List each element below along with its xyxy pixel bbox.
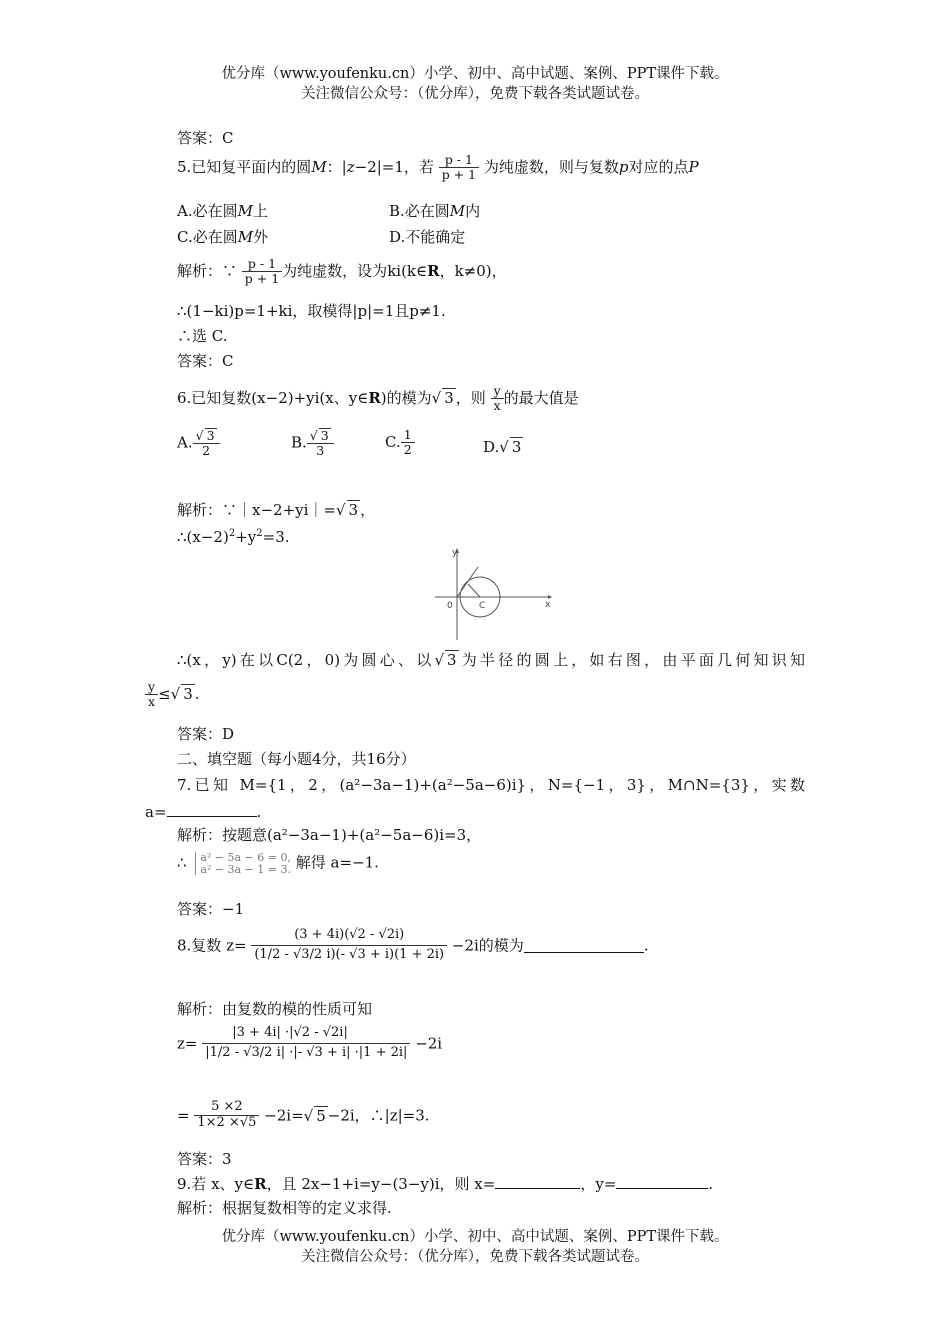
q5-option-b: B.必在圆M内 [389,202,481,220]
q8-answer-blank[interactable] [524,938,644,953]
q6-option-a: A. $\frac{√ 3}{2}$ [177,428,220,459]
y-axis-label: y [452,548,458,558]
center-label: C [479,601,486,611]
answer-prev: 答案：C [177,129,234,147]
q6-answer: 答案：D [177,725,235,743]
x-axis-arrow [548,595,552,599]
q5-solution-3: ∴选 C. [177,327,228,345]
q7-answer-blank[interactable] [167,802,257,817]
q8-solution-2: z= $\frac{|3 + 4i| \cdot|√2 - √2i|}{|1/2 - √3/2 i| \cdot|- √3 + i| \cdot|1 + 2i|}$ −2i [177,1025,443,1060]
equation-system: a² − 5a − 6 = 0, a² − 3a − 1 = 3. [195,852,291,875]
q6-solution-3: ∴(x，y)在以C(2，0)为圆心、以√ 3 为半径的圆上，如右图，由平面几何知识知 [177,651,805,669]
page-header-line2: 关注微信公众号：（优分库），免费下载各类试题试卷。 [301,86,649,102]
q8-solution-1: 解析：由复数的模的性质可知 [177,1000,373,1018]
q7-solution-1: 解析：按题意(a²−3a−1)+(a²−5a−6)i=3， [177,826,482,844]
q5-solution-2: ∴(1−ki)p=1+ki，取模得|p|=1且p≠1. [177,302,446,320]
q8-fraction: $\frac{(3 + 4i)(√2 - √2i)}{(1/2 - √3/2 i)(- √3 + i)(1 + 2i)}$ [251,928,447,963]
q6-solution-4: $\frac{y}{x}$ ≤√ 3 . [145,680,200,710]
origin-label: 0 [447,601,453,611]
page-footer-line2: 关注微信公众号：（优分库），免费下载各类试题试卷。 [301,1249,649,1265]
q9-y-blank[interactable] [616,1174,708,1189]
page-header-line1: 优分库（www.youfenku.cn）小学、初中、高中试题、案例、PPT课件下载。 [221,66,729,82]
q8-answer: 答案：3 [177,1150,232,1168]
q6-solution-1: 解析：∵｜x−2+yi｜=√ 3 ， [177,501,376,519]
q6-option-b: B. $\frac{√ 3}{3}$ [291,428,334,459]
section-2-title: 二、填空题（每小题4分，共16分） [177,750,416,768]
tangent-line [457,567,478,597]
circle-figure [430,545,555,645]
question-9-stem: 9.若 x、y∈R，且 2x−1+i=y−(3−y)i，则 x= ，y= . [177,1175,714,1193]
fraction-p: $\frac{p - 1}{p + 1}$ [439,153,479,183]
q5-answer: 答案：C [177,352,234,370]
radius-line [468,584,480,597]
q5-option-a: A.必在圆M上 [177,202,268,220]
q8-solution-3: = $\frac{5 \times 2}{1\times 2 \times√5}$ −2i=√ 5 −2i，∴|z|=3. [177,1099,430,1130]
q5-option-d: D.不能确定 [389,228,466,246]
question-7-stem: 7.已知 M={1，2，(a²−3a−1)+(a²−5a−6)i}，N={−1，3}，M∩N={3}，实数 [177,776,805,794]
q6-solution-2: $\therefore(x-2)^2+y^2=3$. [177,528,290,546]
q5-solution-1: 解析：∵ $\frac{p - 1}{p + 1}$ 为纯虚数，设为ki(k∈R，k≠0)， [177,256,507,287]
page-footer-line1: 优分库（www.youfenku.cn）小学、初中、高中试题、案例、PPT课件下载。 [221,1229,729,1245]
q9-x-blank[interactable] [495,1174,580,1189]
question-7-stem-2: a= . [145,803,262,821]
q7-answer: 答案：−1 [177,900,245,918]
q9-solution: 解析：根据复数相等的定义求得. [177,1199,392,1217]
question-6-stem: 6.已知复数(x−2)+yi(x、y∈R)的模为√ 3 ，则 $\frac{y}{x}$ 的最大值是 [177,383,579,414]
question-5-stem: 5.已知复平面内的圆M：|z−2|=1，若 $\frac{p - 1}{p + 1}$ 为纯虚数，则与复数p对应的点P [177,152,699,183]
x-axis-label: x [545,600,551,610]
q6-option-c: C. $\frac{1}{2}$ [385,428,415,458]
q5-option-c: C.必在圆M外 [177,228,269,246]
q7-solution-2: ∴ a² − 5a − 6 = 0, a² − 3a − 1 = 3. 解得 a=−1. [177,851,379,876]
question-8-stem: 8.复数 z= $\frac{(3 + 4i)(√2 - √2i)}{(1/2 - √3/2 i)(- √3 + i)(1 + 2i)}$ −2i的模为 . [177,927,649,962]
q6-option-d: D.√ 3 [483,438,522,456]
